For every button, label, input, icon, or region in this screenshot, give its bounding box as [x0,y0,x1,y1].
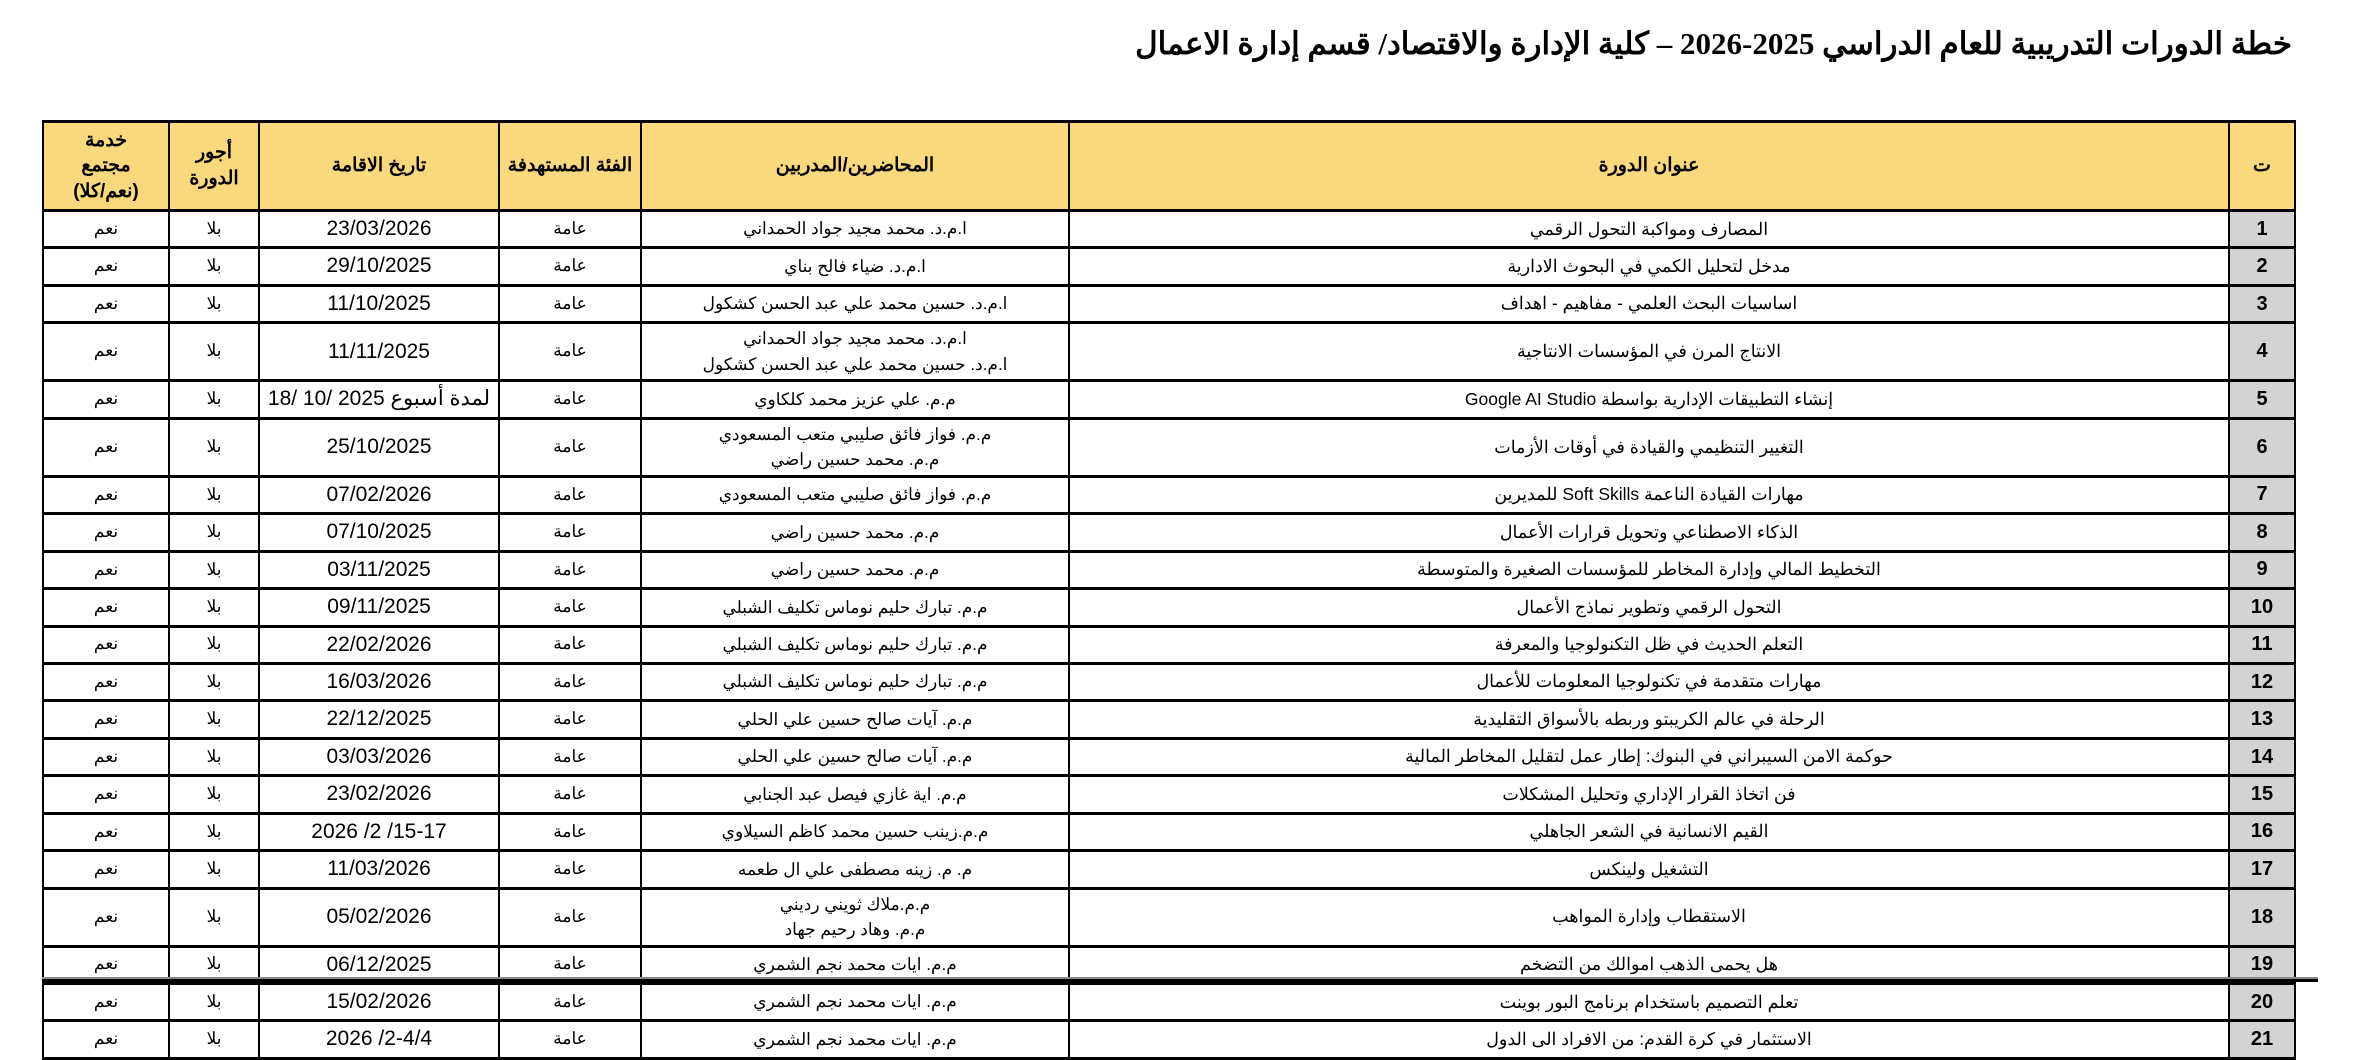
fees-cell: بلا [169,248,259,285]
row-number-cell: 20 [2229,984,2295,1021]
col-header-fees: أجور الدورة [169,122,259,211]
lecturers-cell [641,418,1069,476]
date-cell: 22/02/2026 [259,626,499,663]
category-cell: عامة [499,663,641,700]
row-number-cell: 11 [2229,626,2295,663]
course-title-cell: حوكمة الامن السيبراني في البنوك: إطار عمل لتقليل المخاطر المالية [1069,738,2229,775]
course-title-cell: التشغيل ولينكس [1069,851,2229,888]
lecturer-name: م.م. اية غازي فيصل عبد الجنابي [743,784,967,804]
date-cell: 11/11/2025 [259,323,499,381]
category-cell: عامة [499,418,641,476]
lecturers-cell [641,476,1069,513]
community-service-cell: نعم [43,551,169,588]
fees-cell: بلا [169,551,259,588]
course-title-cell: التخطيط المالي وإدارة المخاطر للمؤسسات الصغيرة والمتوسطة [1069,551,2229,588]
table-row [43,551,2295,588]
category-cell: عامة [499,851,641,888]
lecturer-name: م.م. محمد حسين راضي [770,450,940,470]
category-cell: عامة [499,476,641,513]
date-cell: 11/03/2026 [259,851,499,888]
lecturers-cell [641,381,1069,418]
community-service-cell: نعم [43,888,169,946]
lecturer-name: م.م. تبارك حليم نوماس تكليف الشبلي [722,672,988,692]
category-cell: عامة [499,211,641,248]
fees-cell: بلا [169,514,259,551]
date-cell: 03/11/2025 [259,551,499,588]
row-number-cell: 9 [2229,551,2295,588]
row-number-cell: 7 [2229,476,2295,513]
table-row [43,984,2295,1021]
date-cell: 23/02/2026 [259,776,499,813]
category-cell: عامة [499,946,641,983]
fees-cell: بلا [169,663,259,700]
lecturer-name: م.م.زينب حسين محمد كاظم السيلاوي [721,822,989,842]
date-cell: 23/03/2026 [259,211,499,248]
community-service-cell: نعم [43,211,169,248]
lecturer-name: م.م.ملاك ثويني رديني [779,894,931,914]
fees-cell: بلا [169,738,259,775]
course-title-cell: التغيير التنظيمي والقيادة في أوقات الأزمات [1069,418,2229,476]
date-cell: 05/02/2026 [259,888,499,946]
table-row [43,476,2295,513]
date-cell: 07/10/2025 [259,514,499,551]
table-row [43,813,2295,850]
course-title-cell: اساسيات البحث العلمي - مفاهيم - اهداف [1069,285,2229,322]
date-cell: 22/12/2025 [259,701,499,738]
community-service-cell: نعم [43,851,169,888]
fees-cell: بلا [169,418,259,476]
lecturers-cell [641,248,1069,285]
row-number-cell: 5 [2229,381,2295,418]
col-header-course-title: عنوان الدورة [1069,122,2229,211]
lecturer-name: م.م. آيات صالح حسين علي الحلي [737,747,973,767]
fees-cell: بلا [169,626,259,663]
fees-cell: بلا [169,589,259,626]
table-row [43,381,2295,418]
row-number-cell: 14 [2229,738,2295,775]
table-row [43,851,2295,888]
lecturer-name: م.م. فواز فائق صليبي متعب المسعودي [718,424,992,444]
fees-cell: بلا [169,984,259,1021]
lecturers-cell [641,984,1069,1021]
date-cell: 07/02/2026 [259,476,499,513]
community-service-cell: نعم [43,738,169,775]
community-service-cell: نعم [43,418,169,476]
course-title-cell: الذكاء الاصطناعي وتحويل قرارات الأعمال [1069,514,2229,551]
date-cell: 03/03/2026 [259,738,499,775]
row-number-cell: 16 [2229,813,2295,850]
table-row [43,738,2295,775]
lecturers-cell [641,813,1069,850]
fees-cell: بلا [169,381,259,418]
lecturer-name: ا.م.د. حسين محمد علي عبد الحسن كشكول [702,294,1008,314]
row-number-cell: 13 [2229,701,2295,738]
lecturers-cell [641,776,1069,813]
lecturer-name: م.م. ايات محمد نجم الشمري [753,992,957,1012]
community-service-cell: نعم [43,248,169,285]
row-number-cell: 19 [2229,946,2295,983]
community-service-cell: نعم [43,701,169,738]
lecturers-cell [641,323,1069,381]
lecturer-name: م.م. محمد حسين راضي [770,522,940,542]
community-service-cell: نعم [43,381,169,418]
row-number-cell: 3 [2229,285,2295,322]
table-row [43,888,2295,946]
date-cell: 09/11/2025 [259,589,499,626]
category-cell: عامة [499,626,641,663]
date-cell: 2026 /2 /15-17 [259,813,499,850]
date-cell: 2026 /2-4/4 [259,1021,499,1058]
fees-cell: بلا [169,946,259,983]
category-cell: عامة [499,888,641,946]
training-plan-table [42,120,2296,1060]
course-title-cell: التحول الرقمي وتطوير نماذج الأعمال [1069,589,2229,626]
table-row [43,776,2295,813]
course-title-cell: فن اتخاذ القرار الإداري وتحليل المشكلات [1069,776,2229,813]
course-title-cell: هل يحمى الذهب اموالك من التضخم [1069,946,2229,983]
category-cell: عامة [499,701,641,738]
course-title-cell: القيم الانسانية في الشعر الجاهلي [1069,813,2229,850]
course-title-cell: مدخل لتحليل الكمي في البحوث الادارية [1069,248,2229,285]
date-cell: 16/03/2026 [259,663,499,700]
row-number-cell: 10 [2229,589,2295,626]
community-service-cell: نعم [43,323,169,381]
lecturers-cell [641,626,1069,663]
community-service-cell: نعم [43,663,169,700]
table-row [43,1021,2295,1058]
date-cell: 29/10/2025 [259,248,499,285]
date-cell: 11/10/2025 [259,285,499,322]
community-service-cell: نعم [43,626,169,663]
community-service-cell: نعم [43,285,169,322]
table-row [43,418,2295,476]
lecturer-name: م.م. علي عزيز محمد كلكاوي [754,389,956,409]
row-number-cell: 8 [2229,514,2295,551]
lecturers-cell [641,851,1069,888]
fees-cell: بلا [169,776,259,813]
lecturer-name: ا.م.د. محمد مجيد جواد الحمداني [743,219,967,239]
community-service-cell: نعم [43,946,169,983]
table-row [43,211,2295,248]
lecturer-name: م.م. وهاد رحيم جهاد [784,920,926,940]
page-title: خطة الدورات التدريبية للعام الدراسي 2025‏-2026 – كلية الإدارة والاقتصاد/ قسم إدارة الاعمال [1135,26,2292,61]
table-row [43,589,2295,626]
lecturer-name: م. م. زينه مصطفى علي ال طعمه [737,859,973,879]
table-row [43,323,2295,381]
category-cell: عامة [499,1021,641,1058]
lecturers-cell [641,551,1069,588]
community-service-cell: نعم [43,1021,169,1058]
row-number-cell: 17 [2229,851,2295,888]
category-cell: عامة [499,776,641,813]
lecturer-name: م.م. آيات صالح حسين علي الحلي [737,709,973,729]
lecturer-name: ا.م.د. محمد مجيد جواد الحمداني [743,329,967,349]
lecturer-name: م.م. تبارك حليم نوماس تكليف الشبلي [722,634,988,654]
table-row [43,285,2295,322]
row-number-cell: 12 [2229,663,2295,700]
row-number-cell: 21 [2229,1021,2295,1058]
table-row [43,663,2295,700]
row-number-cell: 1 [2229,211,2295,248]
header-row [43,122,2295,211]
fees-cell: بلا [169,323,259,381]
lecturers-cell [641,888,1069,946]
category-cell: عامة [499,738,641,775]
fees-cell: بلا [169,285,259,322]
col-header-lecturers: المحاضرين/المدربين [641,122,1069,211]
lecturers-cell [641,663,1069,700]
course-title-cell: مهارات متقدمة في تكنولوجيا المعلومات للأعمال [1069,663,2229,700]
course-title-cell: الاستقطاب وإدارة المواهب [1069,888,2229,946]
course-title-cell: الاستثمار في كرة القدم: من الافراد الى الدول [1069,1021,2229,1058]
lecturer-name: م.م. ايات محمد نجم الشمري [753,1029,957,1049]
lecturer-name: ا.م.د. ضياء فالح بناي [784,256,926,276]
fees-cell: بلا [169,813,259,850]
lecturer-name: ا.م.د. حسين محمد علي عبد الحسن كشكول [702,354,1008,374]
lecturer-name: م.م. تبارك حليم نوماس تكليف الشبلي [722,597,988,617]
course-title-cell: مهارات القيادة الناعمة Soft Skills للمديرين [1069,476,2229,513]
col-header-community-service: خدمة مجتمع (نعم/كلا) [43,122,169,211]
course-title-cell: الرحلة في عالم الكريبتو وربطه بالأسواق التقليدية [1069,701,2229,738]
community-service-cell: نعم [43,589,169,626]
course-title-cell: المصارف ومواكبة التحول الرقمي [1069,211,2229,248]
course-title-cell: الانتاج المرن في المؤسسات الانتاجية [1069,323,2229,381]
fees-cell: بلا [169,476,259,513]
community-service-cell: نعم [43,813,169,850]
lecturers-cell [641,285,1069,322]
date-cell: 25/10/2025 [259,418,499,476]
community-service-cell: نعم [43,984,169,1021]
table-row [43,701,2295,738]
date-cell: 15/02/2026 [259,984,499,1021]
category-cell: عامة [499,285,641,322]
category-cell: عامة [499,589,641,626]
col-header-date: تاريخ الاقامة [259,122,499,211]
category-cell: عامة [499,248,641,285]
category-cell: عامة [499,323,641,381]
category-cell: عامة [499,514,641,551]
date-cell: 06/12/2025 [259,946,499,983]
row-number-cell: 18 [2229,888,2295,946]
row-number-cell: 4 [2229,323,2295,381]
category-cell: عامة [499,551,641,588]
date-cell: 18/ 10/ 2025 لمدة أسبوع [259,381,499,418]
category-cell: عامة [499,813,641,850]
fees-cell: بلا [169,851,259,888]
lecturer-name: م.م. فواز فائق صليبي متعب المسعودي [718,485,992,505]
lecturers-cell [641,1021,1069,1058]
community-service-cell: نعم [43,514,169,551]
fees-cell: بلا [169,701,259,738]
col-header-target-category: الفئة المستهدفة [499,122,641,211]
fees-cell: بلا [169,1021,259,1058]
table-row [43,248,2295,285]
row-number-cell: 6 [2229,418,2295,476]
lecturers-cell [641,738,1069,775]
lecturer-name: م.م. ايات محمد نجم الشمري [753,955,957,975]
lecturers-cell [641,211,1069,248]
fees-cell: بلا [169,211,259,248]
col-header-number: ت [2229,122,2295,211]
lecturers-cell [641,514,1069,551]
table-row [43,626,2295,663]
lecturers-cell [641,701,1069,738]
category-cell: عامة [499,984,641,1021]
course-title-cell: تعلم التصميم باستخدام برنامج البور بوينت [1069,984,2229,1021]
lecturer-name: م.م. محمد حسين راضي [770,560,940,580]
category-cell: عامة [499,381,641,418]
course-title-cell: التعلم الحديث في ظل التكنولوجيا والمعرفة [1069,626,2229,663]
row-number-cell: 2 [2229,248,2295,285]
bottom-divider [42,977,2318,982]
community-service-cell: نعم [43,776,169,813]
course-title-cell: إنشاء التطبيقات الإدارية بواسطة Google AI Studio [1069,381,2229,418]
fees-cell: بلا [169,888,259,946]
table-row [43,514,2295,551]
community-service-cell: نعم [43,476,169,513]
row-number-cell: 15 [2229,776,2295,813]
lecturers-cell [641,589,1069,626]
